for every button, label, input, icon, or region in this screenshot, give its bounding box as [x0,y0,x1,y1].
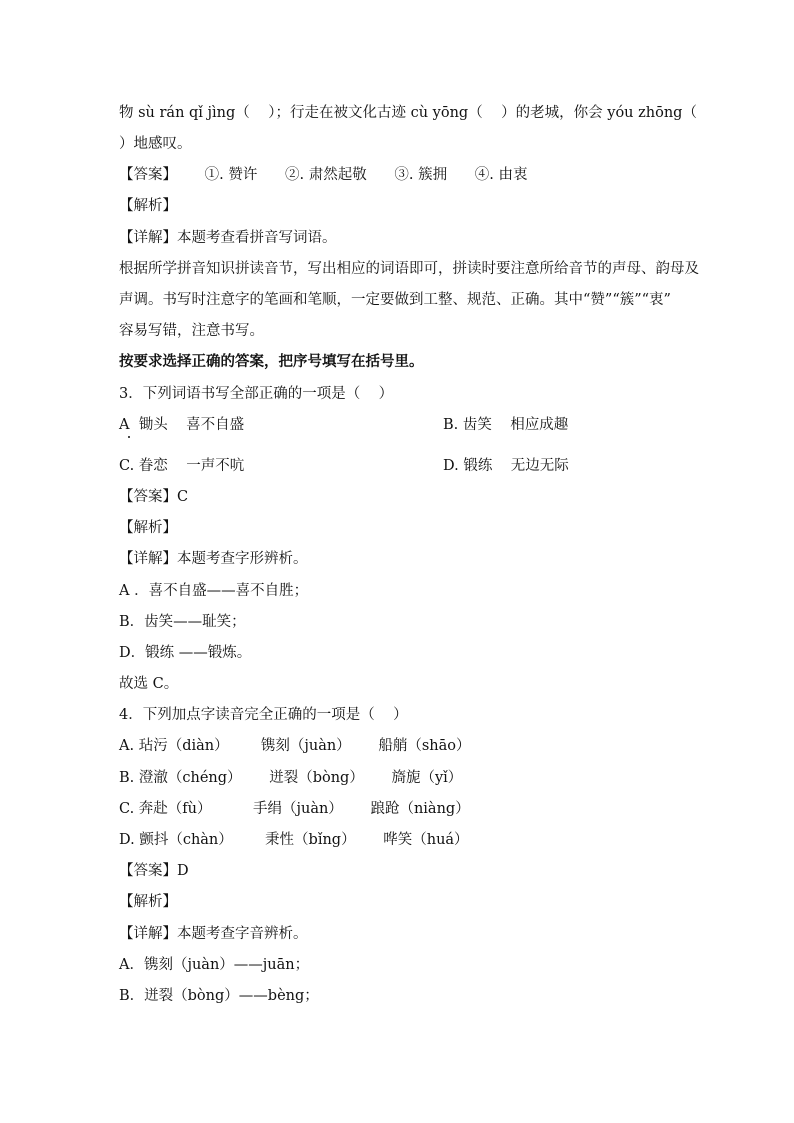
text-line: 容易写错，注意书写。 [119,323,264,339]
answer-line: 【答案】C [119,489,189,505]
option-b: B. 澄澈（chéng） 迸裂（bòng） 旖旎（yǐ） [119,770,463,786]
answer-line: 【答案】D [119,863,189,879]
text-line: B．齿笑——耻笑； [119,614,246,630]
analysis-heading: 【解析】 [119,520,177,536]
question-4: 4．下列加点字读音完全正确的一项是（ ） [119,707,408,723]
text-line: 声调。书写时注意字的笔画和笔顺，一定要做到工整、规范、正确。其中“赞”“簇”“衷” [119,292,671,308]
text-line: ）地感叹。 [119,136,192,152]
option-d: D. 锻练 无边无际 [443,458,569,474]
text-line: A ．喜不自盛——喜不自胜； [119,583,309,599]
text-line: D．锻练 ——锻炼。 [119,645,252,661]
text-line: B．迸裂（bòng）——bèng； [119,988,319,1004]
option-c: C. 眷恋 一声不吭 [119,458,245,474]
question-3: 3．下列词语书写全部正确的一项是（ ） [119,386,394,402]
detail-line: 【详解】本题考查字音辨析。 [119,926,308,942]
text-line: 物 sù rán qǐ jìng（ ）；行走在被文化古迹 cù yōng（ ）的老城，你会 yóu zhōng（ [119,105,697,121]
emphasis-dot [128,436,130,438]
option-a: A. 玷污（diàn） 镌刻（juàn） 船艄（shāo） [119,738,471,754]
text-line: 根据所学拼音知识拼读音节，写出相应的词语即可，拼读时要注意所给音节的声母、韵母及 [119,261,699,277]
option-d: D. 颤抖（chàn） 秉性（bǐng） 哗笑（huá） [119,832,469,848]
option-a: A 锄头 喜不自盛 [119,417,245,433]
detail-line: 【详解】本题考查看拼音写词语。 [119,230,337,246]
text-line: 故选 C。 [119,676,179,692]
analysis-heading: 【解析】 [119,894,177,910]
analysis-heading: 【解析】 [119,198,177,214]
detail-line: 【详解】本题考查字形辨析。 [119,551,308,567]
answer-line: 【答案】 ①. 赞许 ②. 肃然起敬 ③. 簇拥 ④. 由衷 [119,167,528,183]
option-b: B. 齿笑 相应成趣 [443,417,569,433]
text-line: A．镌刻（juàn）——juān； [119,957,310,973]
option-c: C. 奔赴（fù） 手绢（juàn） 踉跄（niàng） [119,801,470,817]
section-instruction: 按要求选择正确的答案，把序号填写在括号里。 [119,353,424,370]
